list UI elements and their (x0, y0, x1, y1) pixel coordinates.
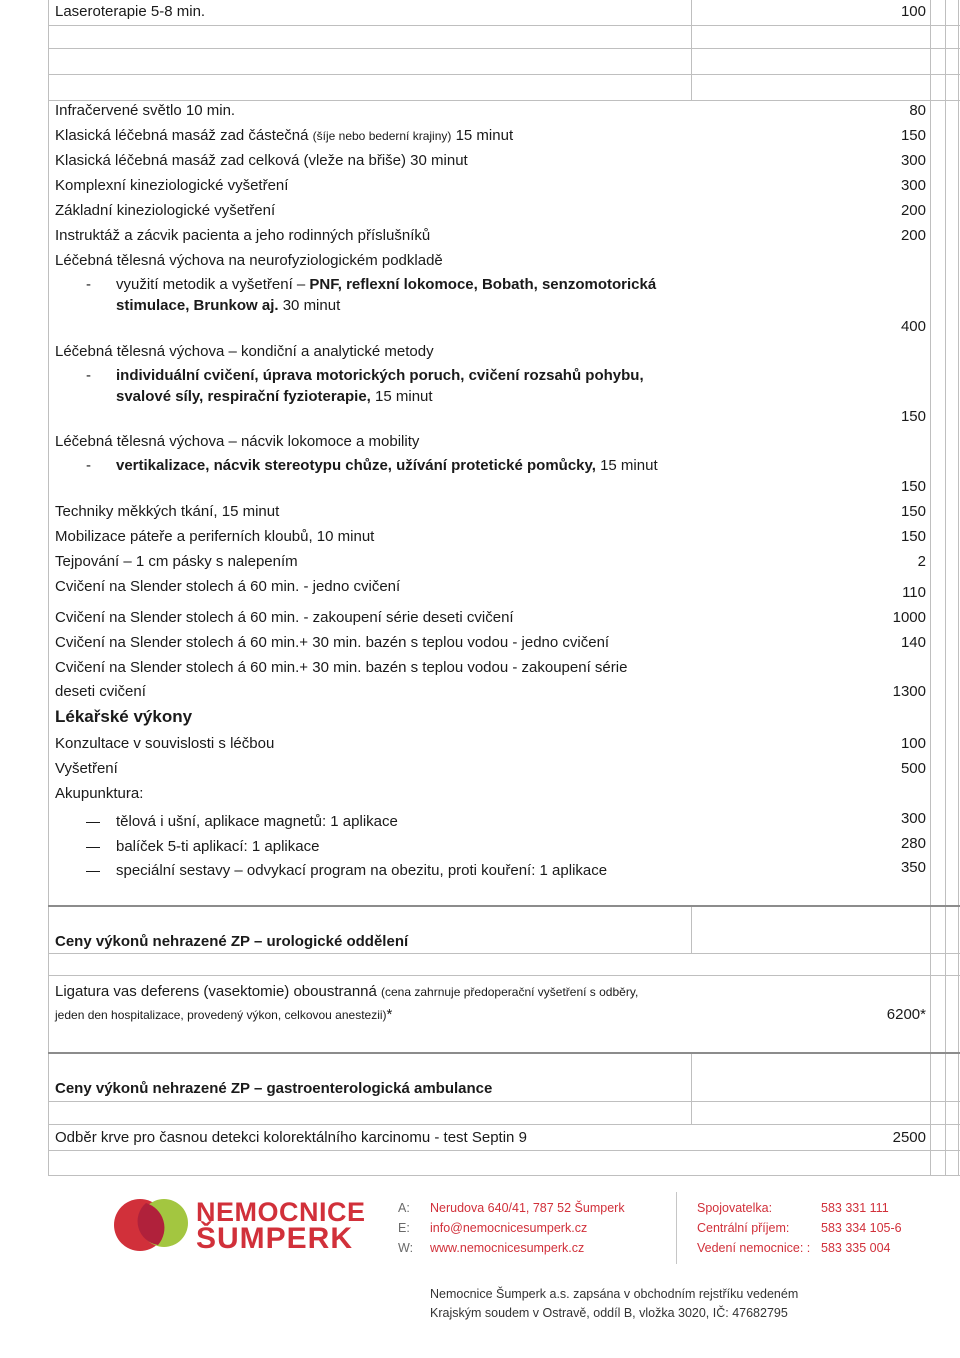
section-heading: Lékařské výkony (55, 707, 193, 726)
row-divider (48, 48, 960, 49)
service-label: Odběr krve pro časnou detekci kolorektálního karcinomu - test Septin 9 (55, 1129, 527, 1146)
table-border-right (958, 0, 959, 1175)
bullet-dash (86, 871, 100, 872)
service-detail: stimulace, Brunkow aj. 30 minut (116, 297, 341, 314)
service-label: Ligatura vas deferens (vasektomie) oboustranná (cena zahrnuje předoperační vyšetření s odběry, (55, 983, 639, 1000)
bullet-dash: - (86, 457, 91, 474)
service-price: 150 (900, 503, 926, 520)
service-label: Léčebná tělesná výchova na neurofyziologickém podkladě (55, 252, 443, 269)
service-price: 2500 (892, 1129, 926, 1146)
row-divider (48, 74, 960, 75)
service-label: balíček 5-ti aplikací: 1 aplikace (116, 838, 320, 855)
address-value: Nerudova 640/41, 787 52 Šumperk (430, 1201, 625, 1215)
contact-label: Spojovatelka: (697, 1201, 773, 1215)
row-divider (48, 1052, 960, 1054)
contact-label: Vedení nemocnice: : (697, 1241, 811, 1255)
bullet-dash: - (86, 276, 91, 293)
service-price: 500 (900, 760, 926, 777)
row-divider (48, 953, 960, 954)
service-price: 280 (900, 835, 926, 852)
service-label: Cvičení na Slender stolech á 60 min. - zakoupení série deseti cvičení (55, 609, 514, 626)
column-divider (691, 0, 692, 100)
service-label: Techniky měkkých tkání, 15 minut (55, 503, 280, 520)
hospital-logo-icon (112, 1195, 198, 1259)
service-label: deseti cvičení (55, 683, 146, 700)
service-detail: vertikalizace, nácvik stereotypu chůze, užívání protetické pomůcky, 15 minut (116, 457, 658, 474)
service-price: 2 (917, 553, 926, 570)
service-price: 400 (900, 318, 926, 335)
service-price: 350 (900, 859, 926, 876)
service-detail: individuální cvičení, úprava motorických poruch, cvičení rozsahů pohybu, (116, 367, 644, 384)
phone-value: 583 331 111 (821, 1201, 889, 1215)
service-label: Základní kineziologické vyšetření (55, 202, 276, 219)
footer-divider (676, 1192, 677, 1264)
service-price: 150 (900, 478, 926, 495)
address-label: A: (398, 1201, 410, 1215)
registry-text: Krajským soudem v Ostravě, oddíl B, vložka 3020, IČ: 47682795 (430, 1306, 788, 1320)
service-label: Laseroterapie 5-8 min. (55, 3, 206, 20)
service-price: 150 (900, 127, 926, 144)
row-divider (48, 1150, 960, 1151)
service-price: 100 (900, 735, 926, 752)
service-label: speciální sestavy – odvykací program na obezitu, proti kouření: 1 aplikace (116, 862, 608, 879)
row-divider (48, 25, 960, 26)
web-link[interactable]: www.nemocnicesumperk.cz (430, 1241, 585, 1255)
service-label: Klasická léčebná masáž zad celková (vleže na břiše) 30 minut (55, 152, 468, 169)
service-note: jeden den hospitalizace, provedený výkon, celkovou anestezii)* (55, 1006, 393, 1023)
column-divider (691, 905, 692, 953)
service-label: Vyšetření (55, 760, 118, 777)
service-detail: využití metodik a vyšetření – PNF, reflexní lokomoce, Bobath, senzomotorická (116, 276, 657, 293)
row-divider (48, 1124, 960, 1125)
service-label: Mobilizace páteře a periferních kloubů, 10 minut (55, 528, 375, 545)
column-divider (691, 1053, 692, 1125)
service-price: 300 (900, 177, 926, 194)
service-label: Cvičení na Slender stolech á 60 min.+ 30 min. bazén s teplou vodou - zakoupení série (55, 659, 628, 676)
service-label: Cvičení na Slender stolech á 60 min. - jedno cvičení (55, 578, 401, 595)
logo-text: ŠUMPERK (196, 1222, 354, 1255)
table-border-right (945, 0, 946, 1175)
web-label: W: (398, 1241, 414, 1255)
bullet-dash (86, 847, 100, 848)
service-label: Infračervené světlo 10 min. (55, 102, 236, 119)
service-label: Konzultace v souvislosti s léčbou (55, 735, 275, 752)
service-price: 300 (900, 152, 926, 169)
service-label: Komplexní kineziologické vyšetření (55, 177, 289, 194)
service-price: 300 (900, 810, 926, 827)
email-link[interactable]: info@nemocnicesumperk.cz (430, 1221, 588, 1235)
table-border-left (48, 0, 49, 1175)
service-label: Léčebná tělesná výchova – kondiční a analytické metody (55, 343, 434, 360)
service-price: 140 (900, 634, 926, 651)
phone-value: 583 335 004 (821, 1241, 891, 1255)
logo-text: NEMOCNICE (196, 1197, 366, 1227)
service-label: Cvičení na Slender stolech á 60 min.+ 30 min. bazén s teplou vodou - jedno cvičení (55, 634, 610, 651)
bullet-dash: - (86, 367, 91, 384)
service-price: 6200* (886, 1006, 926, 1023)
contact-label: Centrální příjem: (697, 1221, 790, 1235)
service-price: 200 (900, 227, 926, 244)
service-price: 200 (900, 202, 926, 219)
service-label: Akupunktura: (55, 785, 144, 802)
service-price: 150 (900, 528, 926, 545)
section-heading: Ceny výkonů nehrazené ZP – gastroenterologická ambulance (55, 1080, 493, 1097)
registry-text: Nemocnice Šumperk a.s. zapsána v obchodním rejstříku vedeném (430, 1287, 799, 1301)
service-label: Instruktáž a zácvik pacienta a jeho rodinných příslušníků (55, 227, 431, 244)
service-price: 110 (902, 584, 926, 601)
row-divider (48, 1175, 960, 1176)
service-price: 80 (909, 102, 926, 119)
service-price: 150 (900, 408, 926, 425)
row-divider (48, 1101, 960, 1102)
service-detail: svalové síly, respirační fyzioterapie, 15 minut (116, 388, 433, 405)
service-price: 1000 (892, 609, 926, 626)
service-label: tělová i ušní, aplikace magnetů: 1 aplikace (116, 813, 398, 830)
service-label: Tejpování – 1 cm pásky s nalepením (55, 553, 298, 570)
table-border-right (930, 0, 931, 1175)
service-label: Léčebná tělesná výchova – nácvik lokomoce a mobility (55, 433, 420, 450)
bullet-dash (86, 822, 100, 823)
section-heading: Ceny výkonů nehrazené ZP – urologické oddělení (55, 933, 409, 950)
row-divider (48, 100, 960, 101)
service-label: Klasická léčebná masáž zad částečná (šíje nebo bederní krajiny) 15 minut (55, 127, 514, 144)
row-divider (48, 905, 960, 907)
phone-value: 583 334 105-6 (821, 1221, 902, 1235)
email-label: E: (398, 1221, 410, 1235)
service-price: 100 (900, 3, 926, 20)
service-price: 1300 (892, 683, 926, 700)
row-divider (48, 975, 960, 976)
